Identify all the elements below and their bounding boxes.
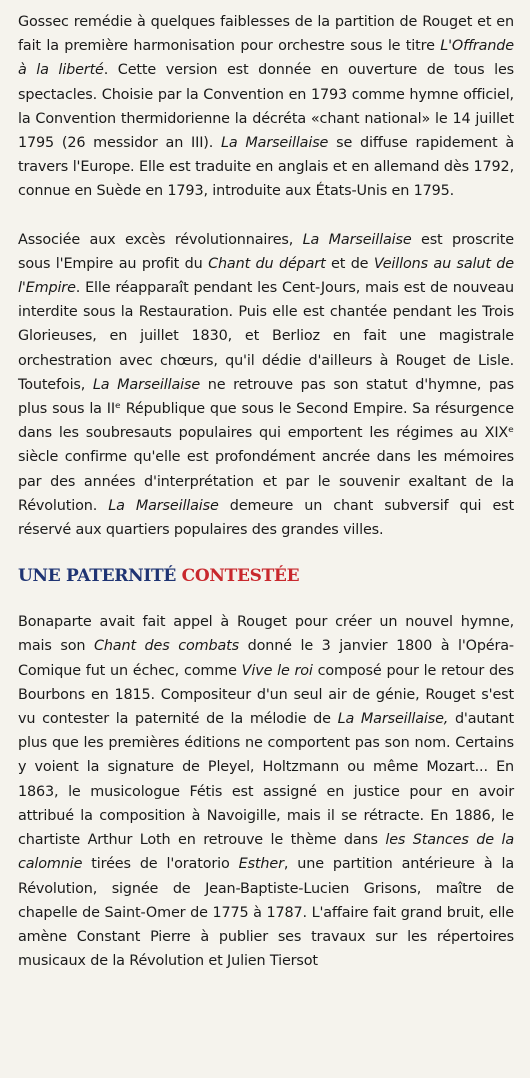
text-run: d'autant plus que les premières éditions ne comportent pas son nom. Certains y voient la signature de Pleyel, Holtzmann ou même Mozart... En 1863, le musicologue Fétis est assigné en justice pour en avoir attribué la composition à Navoigille, mais il se rétracte. En 1886, le chartiste Arthur Loth en retrouve le thème dans (18, 711, 515, 849)
heading-part-2: CONTESTÉE (181, 566, 300, 587)
italic-title: les Stances de la calomnie (18, 832, 514, 873)
text-run: . Cette version est donnée en ouverture de tous les spectacles. Choisie par la Convention en 1793 comme hymne officiel, la Convention thermidorienne la décréta «chant national» le 14 juillet 1795 (26 messidor an III). (18, 62, 514, 152)
text-run: Gossec remédie à quelques faiblesses de la partition de Rouget et en fait la première harmonisation pour orchestre sous le titre (18, 14, 514, 55)
text-run: et de (325, 255, 374, 272)
text-run: tirées de l'oratorio (82, 856, 239, 873)
text-run: se diffuse rapidement à travers l'Europe. Elle est traduite en anglais et en allemand dès 1792, connue en Suède en 1793, introduite aux États-Unis en 1795. (18, 135, 515, 200)
text-run: est proscrite sous l'Empire au profit du (18, 231, 515, 272)
italic-title: La Marseillaise (302, 231, 412, 248)
heading-part-1: UNE PATERNITÉ (18, 566, 176, 587)
text-run: composé pour le retour des Bourbons en 1815. Compositeur d'un seul air de génie, Rouget s'est vu contester la paternité de la mélodie de (18, 662, 514, 728)
italic-title: Esther (238, 856, 284, 873)
italic-title: La Marseillaise, (337, 711, 449, 728)
section-heading (18, 564, 514, 588)
italic-title: La Marseillaise (92, 376, 201, 393)
text-run: ne retrouve pas son statut d'hymne, pas plus sous la IIᵉ République que sous le Second Empire. Sa résurgence dans les soubresauts populaires qui emportent les régimes au XIXᵉ siècle confirme qu'elle est profondément ancrée dans les mémoires par des années d'interprétation et par le souvenir exaltant de la Révolution. (18, 376, 515, 514)
italic-title: L'Offrande à la liberté (18, 38, 514, 79)
text-run: donné le 3 janvier 1800 à l'Opéra-Comique fut un échec, comme (18, 638, 514, 679)
italic-title: La Marseillaise (108, 497, 219, 514)
italic-title: Veillons au salut de l'Empire (18, 255, 514, 297)
text-run: demeure un chant subversif qui est réservé aux quartiers populaires des grandes villes. (18, 497, 514, 539)
italic-title: Vive le roi (241, 662, 313, 679)
text-run: Bonaparte avait fait appel à Rouget pour créer un nouvel hymne, mais son (18, 614, 514, 655)
italic-title: La Marseillaise (221, 135, 329, 152)
paragraph-bonaparte (18, 610, 514, 973)
paragraph-empire (18, 228, 514, 543)
text-run: Associée aux excès révolutionnaires, (18, 231, 303, 248)
italic-title: Chant du départ (208, 255, 326, 272)
text-run: . Elle réapparaît pendant les Cent-Jours, mais est de nouveau interdite sous la Restauration. Puis elle est chantée pendant les Trois Glorieuses, en juillet 1830, et Berlioz en fait une magistrale orchestration avec chœurs, qu'il dédie d'ailleurs à Rouget de Lisle. Toutefois, (18, 280, 514, 393)
italic-title: Chant des combats (93, 638, 239, 655)
paragraph-gossec (18, 10, 514, 204)
text-run: , une partition antérieure à la Révolution, signée de Jean-Baptiste-Lucien Grisons, maître de chapelle de Saint-Omer de 1775 à 1787. L'affaire fait grand bruit, elle amène Constant Pierre à publier ses travaux sur les répertoires musicaux de la Révolution et Julien Tiersot (18, 856, 514, 970)
